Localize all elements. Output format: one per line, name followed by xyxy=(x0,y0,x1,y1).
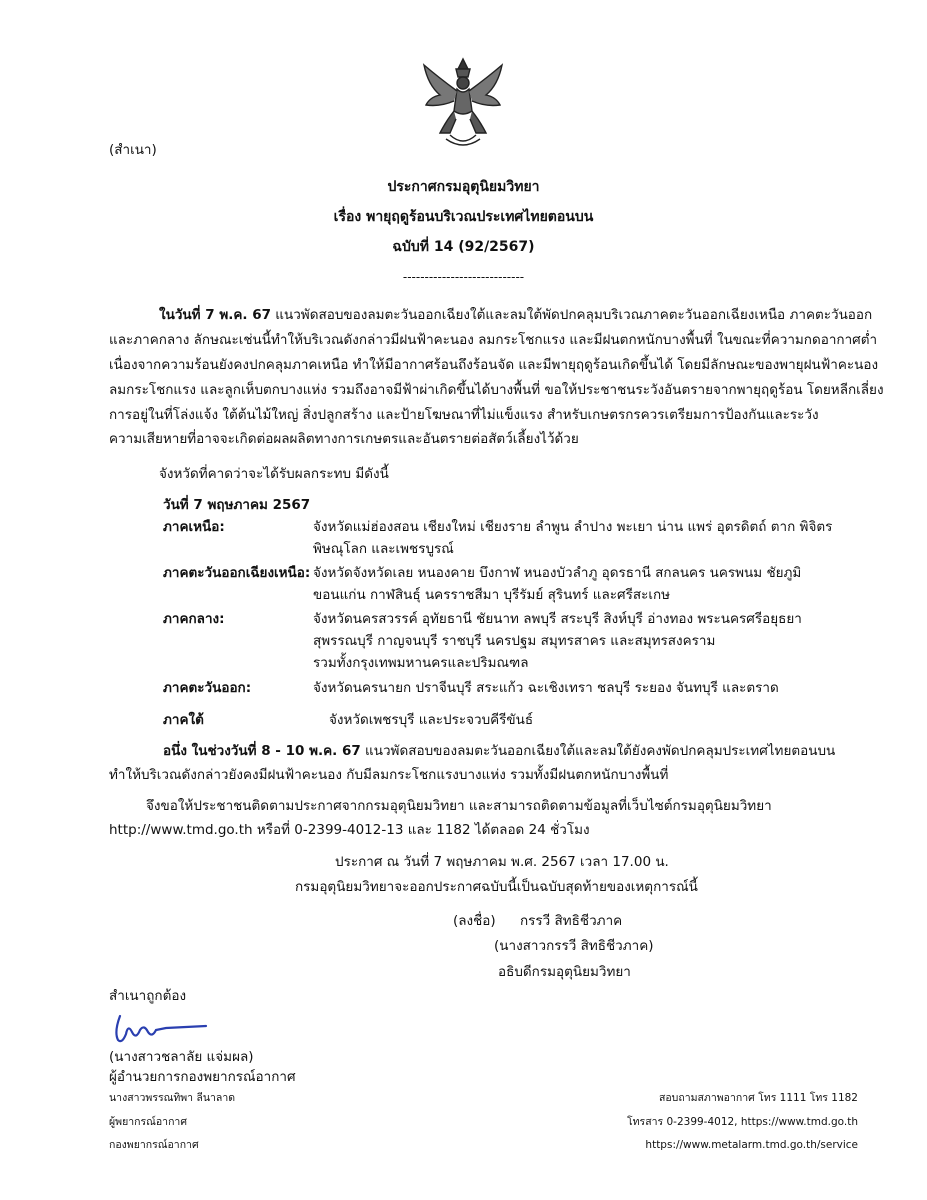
garuda-emblem-icon xyxy=(420,55,506,150)
signed-name: กรรวี สิทธิชีวภาค xyxy=(520,913,623,929)
forecast-date: อนึ่ง ในช่วงวันที่ 8 - 10 พ.ค. 67 xyxy=(163,743,361,759)
certified-label: สำเนาถูกต้อง xyxy=(109,988,187,1004)
copy-label: (สำเนา) xyxy=(109,142,157,158)
separator: ---------------------------- xyxy=(402,270,525,284)
region-central-provinces: จังหวัดนครสวรรค์ อุทัยธานี ชัยนาท ลพบุรี สระบุรี สิงห์บุรี อ่างทอง พระนครศรีอยุธยา xyxy=(313,611,802,627)
forecast-line: ทำให้บริเวณดังกล่าวยังคงมีฝนฟ้าคะนอง กับมีลมกระโชกแรงบางแห่ง รวมทั้งมีฝนตกหนักบางพื้นที่ xyxy=(109,767,669,783)
region-south-label: ภาคใต้ xyxy=(163,712,204,728)
signer-full-name: (นางสาวกรรวี สิทธิชีวภาค) xyxy=(494,938,654,954)
affected-intro: จังหวัดที่คาดว่าจะได้รับผลกระทบ มีดังนี้ xyxy=(159,466,389,482)
inquiry-phone: สอบถามสภาพอากาศ โทร 1111 โทร 1182 xyxy=(658,1092,858,1104)
forecaster-name: นางสาวพรรณทิพา ลีนาลาด xyxy=(109,1092,236,1104)
region-north-provinces: จังหวัดแม่ฮ่องสอน เชียงใหม่ เชียงราย ลำพูน ลำปาง พะเยา น่าน แพร่ อุตรดิตถ์ ตาก พิจิตร xyxy=(313,519,833,535)
fax-website: โทรสาร 0-2399-4012, https://www.tmd.go.th xyxy=(627,1116,858,1128)
intro-line: การอยู่ในที่โล่งแจ้ง ใต้ต้นไม้ใหญ่ สิ่งปลูกสร้าง และป้ายโฆษณาที่ไม่แข็งแรง สำหรับเกษตรกรควรเตรียมการป้องกันและระวัง xyxy=(109,407,819,423)
region-south-provinces: จังหวัดเพชรบุรี และประจวบคีรีขันธ์ xyxy=(329,712,534,728)
metalarm-link[interactable]: https://www.metalarm.tmd.go.th/service xyxy=(645,1139,858,1151)
region-northeast-label: ภาคตะวันออกเฉียงเหนือ: xyxy=(163,565,311,581)
intro-line: ในวันที่ 7 พ.ค. 67 แนวพัดสอบของลมตะวันออกเฉียงใต้และลมใต้พัดปกคลุมบริเวณภาคตะวันออกเฉียงเหนือ ภาคตะวันออก xyxy=(159,307,873,323)
certifier-name: (นางสาวชลาลัย แจ่มผล) xyxy=(109,1049,254,1065)
region-northeast-provinces: ขอนแก่น กาฬสินธุ์ นครราชสีมา บุรีรัมย์ สุรินทร์ และศรีสะเกษ xyxy=(313,587,671,603)
division-name: กองพยากรณ์อากาศ xyxy=(109,1139,199,1151)
signature-icon xyxy=(106,1010,216,1046)
subject-title: เรื่อง พายุฤดูร้อนบริเวณประเทศไทยตอนบน xyxy=(333,209,594,225)
final-notice: กรมอุตุนิยมวิทยาจะออกประกาศฉบับนี้เป็นฉบับสุดท้ายของเหตุการณ์นี้ xyxy=(295,879,698,895)
intro-line: ลมกระโชกแรง และลูกเห็บตกบางแห่ง รวมถึงอาจมีฟ้าผ่าเกิดขึ้นได้บางพื้นที่ ขอให้ประชาชนระวังอันตรายจากพายุฤดูร้อน โดยหลีกเลี่ยง xyxy=(109,382,884,398)
intro-date: ในวันที่ 7 พ.ค. 67 xyxy=(159,307,271,323)
signed-label: (ลงชื่อ) xyxy=(453,913,496,929)
follow-line: จึงขอให้ประชาชนติดตามประกาศจากกรมอุตุนิยมวิทยา และสามารถติดตามข้อมูลที่เว็บไซต์กรมอุตุนิยมวิทยา xyxy=(146,798,772,814)
forecaster-position: ผู้พยากรณ์อากาศ xyxy=(109,1116,187,1128)
region-east-provinces: จังหวัดนครนายก ปราจีนบุรี สระแก้ว ฉะเชิงเทรา ชลบุรี ระยอง จันทบุรี และตราด xyxy=(313,680,779,696)
page-title: ประกาศกรมอุตุนิยมวิทยา xyxy=(387,179,540,195)
intro-line: ความเสียหายที่อาจจะเกิดต่อผลผลิตทางการเกษตรและอันตรายต่อสัตว์เลี้ยงไว้ด้วย xyxy=(109,431,579,447)
region-central-provinces: รวมทั้งกรุงเทพมหานครและปริมณฑล xyxy=(313,655,529,671)
announced-date: ประกาศ ณ วันที่ 7 พฤษภาคม พ.ศ. 2567 เวลา 17.00 น. xyxy=(335,854,669,870)
issue-number: ฉบับที่ 14 (92/2567) xyxy=(392,239,535,255)
certifier-position: ผู้อำนวยการกองพยากรณ์อากาศ xyxy=(109,1069,296,1085)
region-northeast-provinces: จังหวัดจังหวัดเลย หนองคาย บึงกาฬ หนองบัวลำภู อุดรธานี สกลนคร นครพนม ชัยภูมิ xyxy=(313,565,802,581)
region-central-label: ภาคกลาง: xyxy=(163,611,225,627)
region-north-provinces: พิษณุโลก และเพชรบูรณ์ xyxy=(313,541,454,557)
forecast-line: อนึ่ง ในช่วงวันที่ 8 - 10 พ.ค. 67 แนวพัดสอบของลมตะวันออกเฉียงใต้และลมใต้ยังคงพัดปกคลุมประเทศไทยตอนบน xyxy=(163,743,836,759)
region-east-label: ภาคตะวันออก: xyxy=(163,680,252,696)
signer-position: อธิบดีกรมอุตุนิยมวิทยา xyxy=(498,964,631,980)
date-heading: วันที่ 7 พฤษภาคม 2567 xyxy=(163,497,311,513)
region-north-label: ภาคเหนือ: xyxy=(163,519,225,535)
region-central-provinces: สุพรรณบุรี กาญจนบุรี ราชบุรี นครปฐม สมุทรสาคร และสมุทรสงคราม xyxy=(313,633,716,649)
follow-line: http://www.tmd.go.th หรือที่ 0-2399-4012-13 และ 1182 ได้ตลอด 24 ชั่วโมง xyxy=(109,822,590,838)
intro-line: และภาคกลาง ลักษณะเช่นนี้ทำให้บริเวณดังกล่าวมีฝนฟ้าคะนอง ลมกระโชกแรง และมีฝนตกหนักบางพื้นที่ ในขณะที่ความกดอากาศต่ำ xyxy=(109,332,878,348)
intro-line: เนื่องจากความร้อนยังคงปกคลุมภาคเหนือ ทำให้มีอากาศร้อนถึงร้อนจัด และมีพายุฤดูร้อนเกิดขึ้นได้ โดยมีลักษณะของพายุฝนฟ้าคะนอง xyxy=(109,357,879,373)
